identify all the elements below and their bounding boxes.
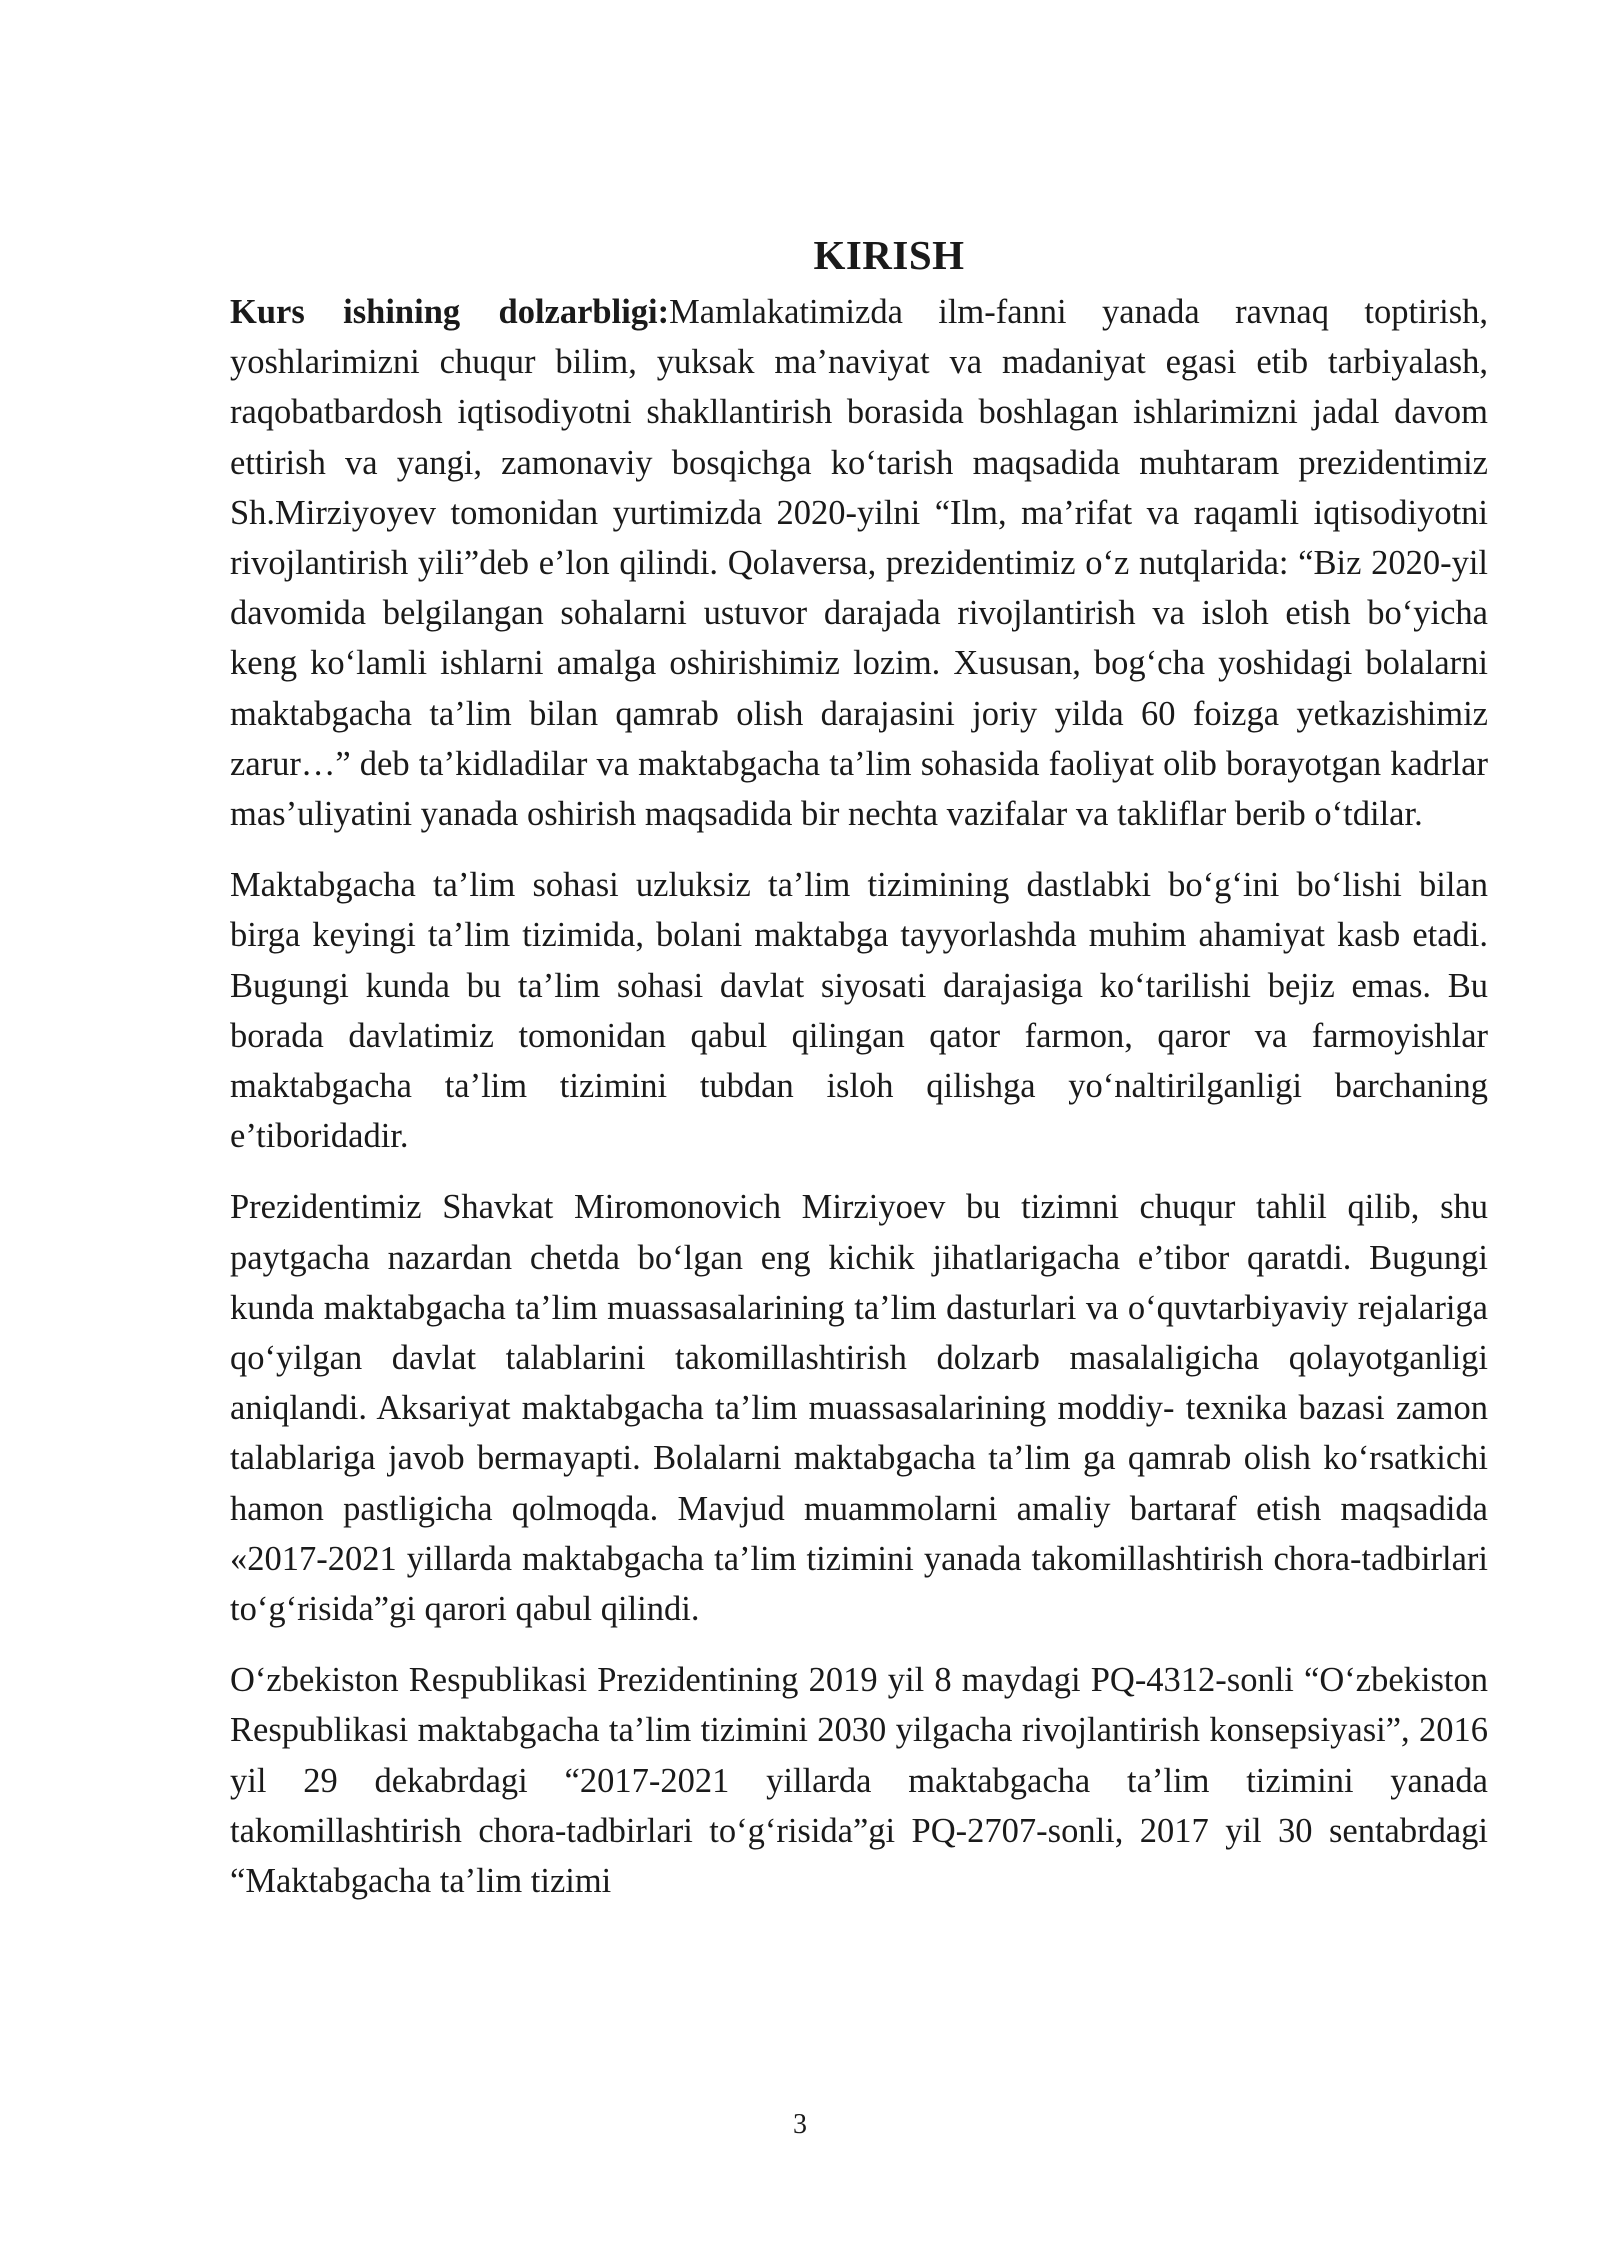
lead-label: Kurs ishining dolzarbligi: xyxy=(230,293,670,331)
paragraph-text: Mamlakatimizda ilm-fanni yanada ravnaq toptirish, yoshlarimizni chuqur bilim, yuksak ma’naviyat va madaniyat egasi etib tarbiyalash, raqobatbardosh iqtisodiyotni shakllantirish borasida boshlagan ishlarimizni jadal davom ettirish va yangi, zamonaviy bosqichga ko‘tarish maqsadida muhtaram prezidentimiz Sh.Mirziyoyev tomonidan yurtimizda 2020-yilni “Ilm, ma’rifat va raqamli iqtisodiyotni rivojlantirish yili”deb e’lon qilindi. Qolaversa, prezidentimiz o‘z nutqlarida: “Biz 2020-yil davomida belgilangan sohalarni ustuvor darajada rivojlantirish va isloh etish bo‘yicha keng ko‘lamli ishlarni amalga oshirishimiz lozim. Xususan, bog‘cha yoshidagi bolalarni maktabgacha ta’lim bilan qamrab olish darajasini joriy yilda 60 foizga yetkazishimiz zarur…” deb ta’kidladilar va maktabgacha ta’lim sohasida faoliyat olib borayotgan kadrlar mas’uliyatini yanada oshirish maqsadida bir nechta vazifalar va takliflar berib o‘tdilar. xyxy=(230,293,1488,834)
page-number: 3 xyxy=(793,2109,807,2140)
paragraph: O‘zbekiston Respublikasi Prezidentining 2019 yil 8 maydagi PQ-4312-sonli “O‘zbekiston Respublikasi maktabgacha ta’lim tizimini 2030 yilgacha rivojlantirish konsepsiyasi”, 2016 yil 29 dekabrdagi “2017-2021 yillarda maktabgacha ta’lim tizimini yanada takomillashtirish chora-tadbirlari to‘g‘risida”gi PQ-2707-sonli, 2017 yil 30 sentabrdagi “Maktabgacha ta’lim tizimi xyxy=(230,1661,1488,1901)
page-title: KIRISH xyxy=(813,232,965,278)
paragraph-relevance xyxy=(230,287,1488,839)
paragraph: Maktabgacha ta’lim sohasi uzluksiz ta’lim tizimining dastlabki bo‘g‘ini bo‘lishi bilan birga keyingi ta’lim tizimida, bolani maktabga tayyorlashda muhim ahamiyat kasb etadi. Bugungi kunda bu ta’lim sohasi davlat siyosati darajasiga ko‘tarilishi bejiz emas. Bu borada davlatimiz tomonidan qabul qilingan qator farmon, qaror va farmoyishlar maktabgacha ta’lim tizimini tubdan isloh qilishga yo‘naltirilganligi barchaning e’tiboridadir. xyxy=(230,866,1488,1156)
page-content xyxy=(230,225,1488,1927)
paragraph: Prezidentimiz Shavkat Miromonovich Mirziyoev bu tizimni chuqur tahlil qilib, shu paytgacha nazardan chetda bo‘lgan eng kichik jihatlarigacha e’tibor qaratdi. Bugungi kunda maktabgacha ta’lim muassasalarining ta’lim dasturlari va o‘quvtarbiyaviy rejalariga qo‘yilgan davlat talablarini takomillashtirish dolzarb masalaligicha qolayotganligi aniqlandi. Aksariyat maktabgacha ta’lim muassasalarining moddiy- texnika bazasi zamon talablariga javob bermayapti. Bolalarni maktabgacha ta’lim ga qamrab olish ko‘rsatkichi hamon pastligicha qolmoqda. Mavjud muammolarni amaliy bartaraf etish maqsadida «2017-2021 yillarda maktabgacha ta’lim tizimini yanada takomillashtirish chora-tadbirlari to‘g‘risida”gi qarori qabul qilindi. xyxy=(230,1188,1488,1629)
